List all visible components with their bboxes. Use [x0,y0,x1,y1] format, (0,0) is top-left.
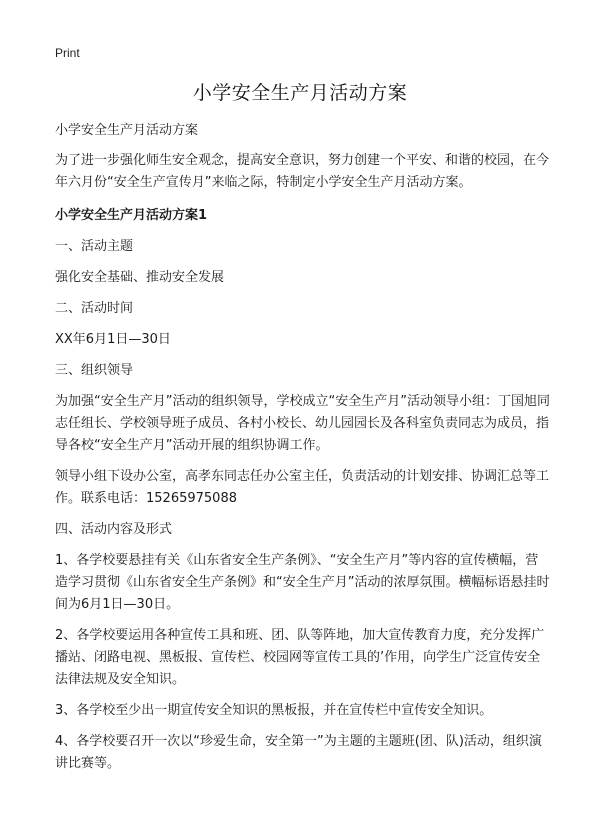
document-title: 小学安全生产月活动方案 [192,82,408,104]
theme-text: 强化安全基础、推动安全发展 [55,270,225,285]
content-item-1: 1、各学校要悬挂有关《山东省安全生产条例》、“安全生产月”等内容的宣传横幅，营造学习贯彻《山东省安全生产条例》和“安全生产月”活动的浓厚氛围。横幅标语悬挂时间为6月1日—30日。 [55,553,550,612]
content-heading: 四、活动内容及形式 [55,522,173,537]
org-heading: 三、组织领导 [55,363,134,378]
time-text: XX年6月1日—30日 [55,332,171,347]
content-item-4: 4、各学校要召开一次以“珍爱生命，安全第一”为主题的主题班(团、队)活动，组织演讲比赛等。 [55,734,542,771]
theme-heading: 一、活动主题 [55,239,134,254]
time-heading: 二、活动时间 [55,301,134,316]
document-subtitle: 小学安全生产月活动方案 [55,123,199,138]
document-body [55,120,551,775]
plan-heading: 小学安全生产月活动方案1 [55,208,208,223]
print-label[interactable]: Print [55,46,80,60]
content-item-2: 2、各学校要运用各种宣传工具和班、团、队等阵地，加大宣传教育力度，充分发挥广播站、闭路电视、黑板报、宣传栏、校园网等宣传工具的’作用，向学生广泛宣传安全法律法规及安全知识。 [55,628,545,687]
content-item-3: 3、各学校至少出一期宣传安全知识的黑板报，并在宣传栏中宣传安全知识。 [55,703,493,718]
org-paragraph-1: 为加强“安全生产月”活动的组织领导，学校成立“安全生产月”活动领导小组：丁国旭同志任组长、学校领导班子成员、各村小校长、幼儿园园长及各科室负责同志为成员，指导各校“安全生产月”活动开展的组织协调工作。 [55,394,550,453]
intro-paragraph: 为了进一步强化师生安全观念，提高安全意识，努力创建一个平安、和谐的校园，在今年六月份“安全生产宣传月”来临之际，特制定小学安全生产月活动方案。 [55,153,550,190]
org-paragraph-2: 领导小组下设办公室，高孝东同志任办公室主任，负责活动的计划安排、协调汇总等工作。联系电话：15265975088 [55,469,550,506]
